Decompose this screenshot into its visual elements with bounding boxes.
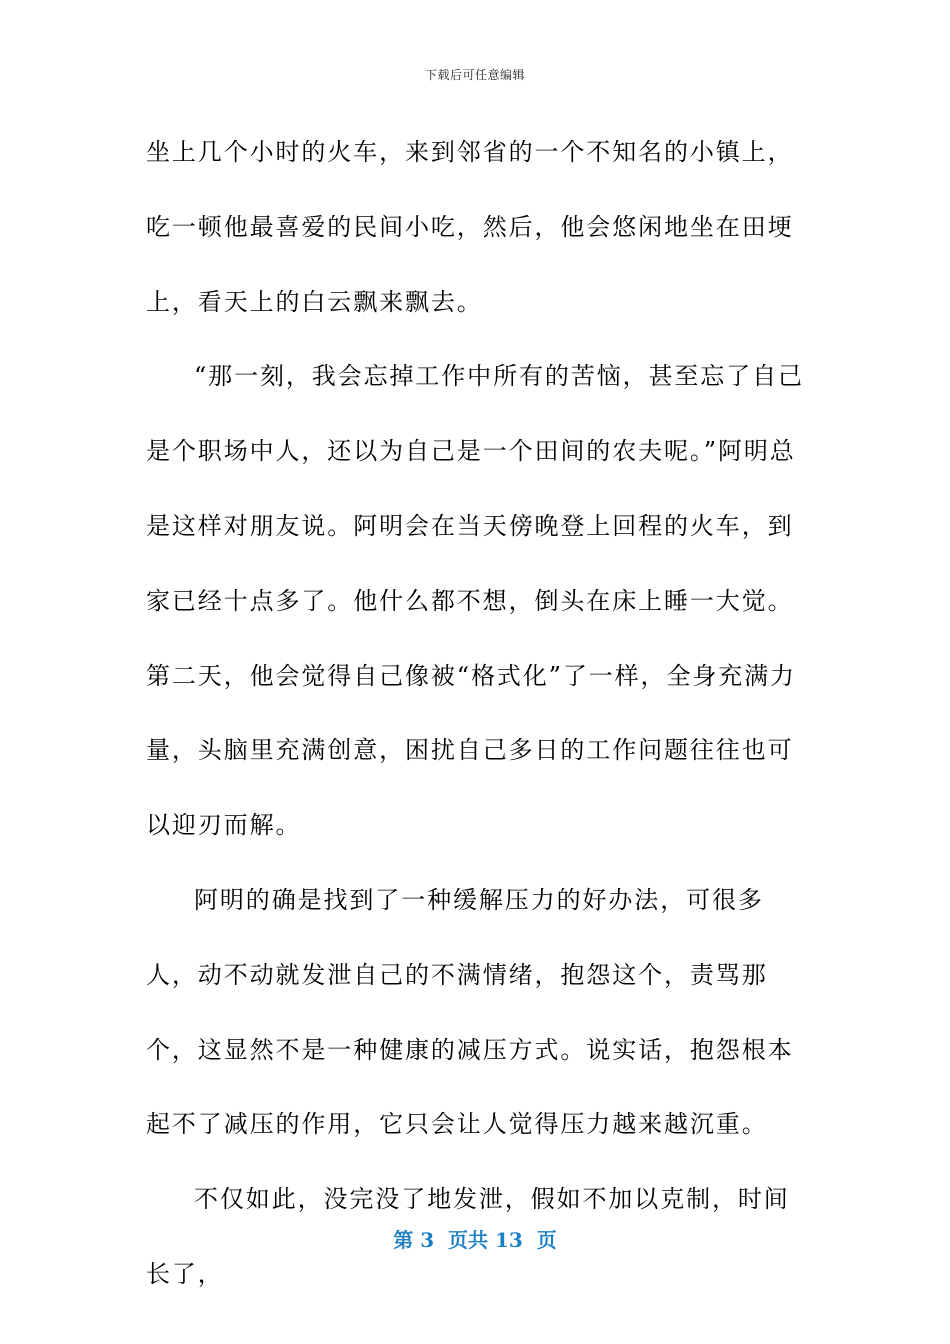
paragraph-3: 阿明的确是找到了一种缓解压力的好办法，可很多人，动不动就发泄自己的不满情绪，抱怨这个，责骂那个，这显然不是一种健康的减压方式。说实话，抱怨根本起不了减压的作用，它只会让人觉得压力越来越沉重。 [146,885,794,1139]
paragraph-4: 不仅如此，没完没了地发泄，假如不加以克制，时间长了， [146,1185,790,1288]
header-note: 下载后可任意编辑 [424,68,525,82]
page-number-footer: 第 3 页共 13 页 [393,1228,557,1252]
paragraph-2: “那一刻，我会忘掉工作中所有的苦恼，甚至忘了自己是个职场中人，还以为自己是一个田间的农夫呢。”阿明总是这样对朋友说。阿明会在当天傍晚登上回程的火车，到家已经十点多了。他什么都不想，倒头在床上睡一大觉。第二天，他会觉得自己像被“格式化”了一样，全身充满力量，头脑里充满创意，困扰自己多日的工作问题往往也可以迎刃而解。 [146,362,804,840]
paragraph-1: 坐上几个小时的火车，来到邻省的一个不知名的小镇上，吃一顿他最喜爱的民间小吃，然后，他会悠闲地坐在田埂上，看天上的白云飘来飘去。 [146,138,794,316]
body-text [146,115,806,1312]
